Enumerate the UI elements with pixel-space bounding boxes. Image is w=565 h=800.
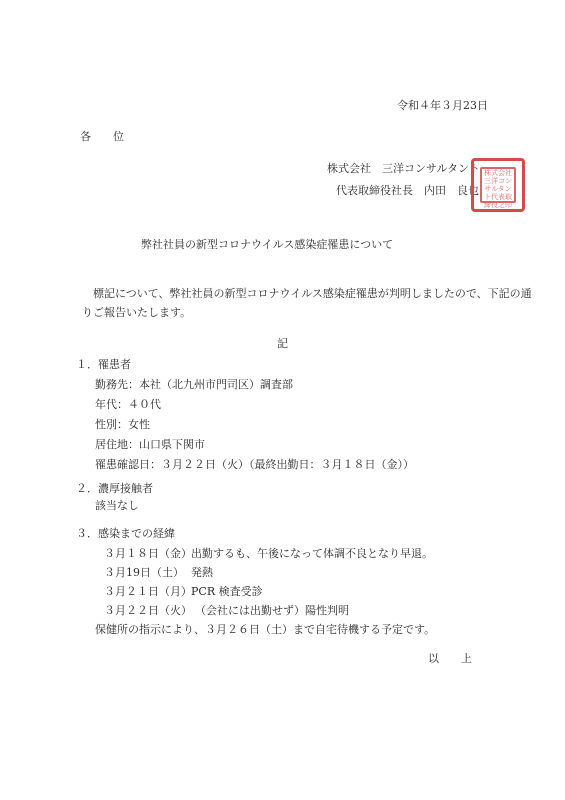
intro-line-2: りご報告いたします。	[82, 306, 192, 319]
company-seal	[471, 158, 525, 212]
section-1-gender: 性別：女性	[95, 418, 150, 431]
section-1-confirmed-date: 罹患確認日：３月２２日（火）（最終出勤日：３月１８日（金））	[95, 458, 414, 471]
timeline-event: （会社には出勤せず）陽性判明	[195, 604, 349, 617]
timeline-date: ３月２２日（火）	[104, 604, 192, 617]
timeline-date: ３月２１日（月）	[104, 585, 192, 598]
intro-line-1: 標記について、弊社社員の新型コロナウイルス感染症罹患が判明しましたので、下記の通	[93, 287, 532, 300]
timeline-date: ３月19日（土）	[104, 566, 184, 579]
section-2-content: 該当なし	[95, 499, 139, 512]
company-name: 株式会社 三洋コンサルタント	[327, 162, 481, 175]
section-3-heading: ３．感染までの経緯	[76, 527, 175, 540]
section-1-residence: 居住地：山口県下関市	[95, 438, 205, 451]
section-3-note: 保健所の指示により、３月２６日（土）まで自宅待機する予定です。	[95, 623, 436, 636]
addressee: 各 位	[80, 130, 124, 143]
timeline-event: 出勤するも、午後になって体調不良となり早退。	[191, 547, 433, 560]
document-title: 弊社社員の新型コロナウイルス感染症罹患について	[141, 238, 394, 251]
document-date: 令和４年３月23日	[397, 99, 488, 112]
representative-name: 代表取締役社長 内田 良也	[336, 184, 479, 197]
timeline-event: PCR 検査受診	[191, 585, 263, 598]
section-1-workplace: 勤務先：本社（北九州市門司区）調査部	[95, 378, 293, 391]
section-2-heading: ２．濃厚接触者	[76, 482, 153, 495]
section-1-heading: １．罹患者	[76, 358, 131, 371]
timeline-event: 発熱	[191, 566, 213, 579]
section-1-age: 年代：４０代	[95, 398, 161, 411]
timeline-date: ３月１８日（金）	[104, 547, 192, 560]
seal-graphic: 株式会社三洋コンサルタント代表取締役之印	[480, 167, 516, 203]
closing-mark: 以 上	[428, 652, 472, 665]
ki-marker: 記	[277, 337, 288, 350]
